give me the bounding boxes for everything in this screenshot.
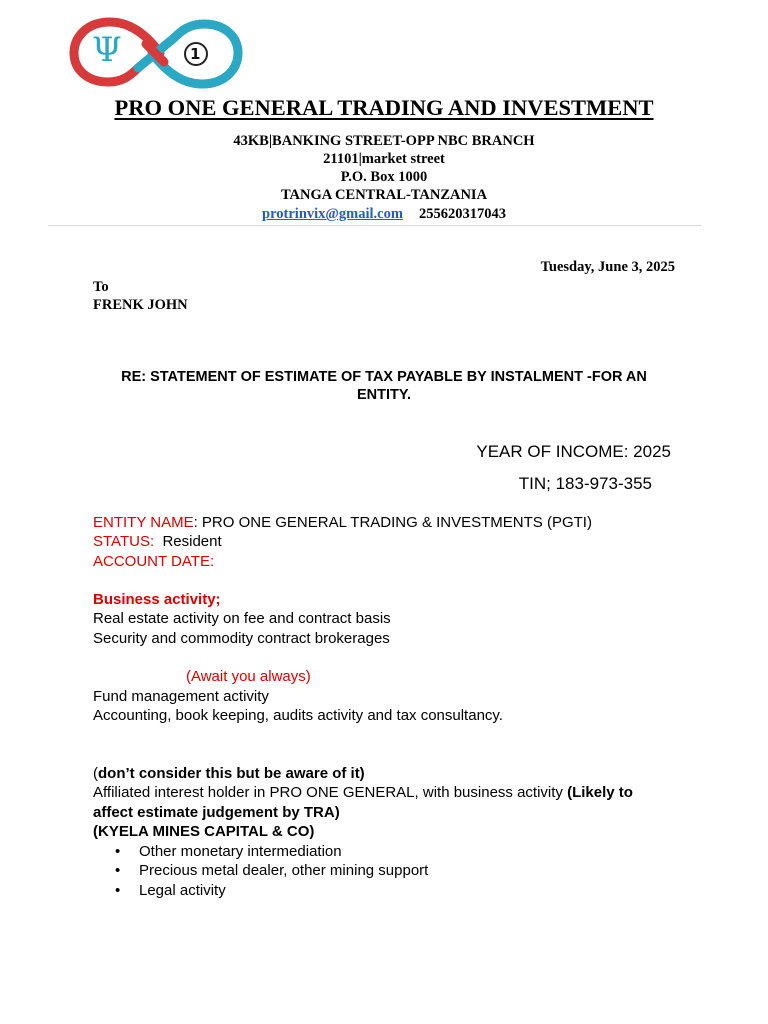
to-label: To bbox=[93, 279, 109, 295]
contact-line bbox=[0, 205, 768, 223]
year-of-income: YEAR OF INCOME: 2025 bbox=[476, 442, 671, 461]
list-item bbox=[93, 842, 428, 861]
activity-item: Accounting, book keeping, audits activity and tax consultancy. bbox=[93, 707, 503, 725]
bullet-icon: • bbox=[115, 862, 121, 880]
notice-heading-text: don’t consider this but be aware of it) bbox=[98, 765, 365, 782]
affiliate-activity-list bbox=[93, 842, 428, 900]
logo-badge-number: 1 bbox=[190, 45, 201, 63]
business-activity-section bbox=[93, 590, 391, 648]
bullet-icon: • bbox=[115, 843, 121, 860]
business-activity-heading: Business activity; bbox=[93, 591, 221, 608]
affiliate-name: (KYELA MINES CAPITAL & CO) bbox=[93, 822, 315, 840]
letter-date: Tuesday, June 3, 2025 bbox=[540, 259, 675, 275]
affiliated-plain: Affiliated interest holder in PRO ONE GENERAL, with business activity bbox=[93, 784, 568, 802]
status-row bbox=[93, 532, 592, 551]
affiliated-bold: (Likely to affect estimate judgement by TRA) bbox=[93, 784, 633, 821]
logo-glyph: Ψ bbox=[92, 30, 122, 70]
recipient-block bbox=[93, 278, 188, 314]
business-activity-continued bbox=[93, 687, 503, 726]
recipient-name: FRENK JOHN bbox=[93, 297, 188, 313]
status-value: Resident bbox=[154, 533, 222, 551]
list-item bbox=[93, 861, 428, 880]
activity-item: Security and commodity contract brokerages bbox=[93, 629, 390, 647]
list-item-text: Precious metal dealer, other mining support bbox=[139, 862, 429, 880]
address-line-4: TANGA CENTRAL-TANZANIA bbox=[280, 187, 488, 203]
affiliated-text bbox=[93, 783, 675, 822]
tin-number: TIN; 183-973-355 bbox=[518, 474, 652, 493]
notice-heading bbox=[93, 764, 675, 783]
address-line-3: P.O. Box 1000 bbox=[340, 169, 428, 185]
account-date-label: ACCOUNT DATE: bbox=[93, 552, 215, 570]
entity-name-label: ENTITY NAME bbox=[93, 514, 194, 531]
activity-item: Real estate activity on fee and contract basis bbox=[93, 610, 391, 628]
email-link[interactable]: protrinvix@gmail.com bbox=[262, 206, 403, 222]
company-logo bbox=[68, 14, 244, 92]
status-label: STATUS: bbox=[93, 533, 155, 551]
address-line-1: 43KB|BANKING STREET-OPP NBC BRANCH bbox=[233, 133, 535, 149]
entity-name-row bbox=[93, 513, 592, 532]
address-line-2: 21101|market street bbox=[323, 151, 445, 167]
activity-item: Fund management activity bbox=[93, 688, 269, 705]
subject-line: RE: STATEMENT OF ESTIMATE OF TAX PAYABLE BY INSTALMENT -FOR AN ENTITY. bbox=[121, 369, 647, 403]
entity-name-value: : PRO ONE GENERAL TRADING & INVESTMENTS (PGTI) bbox=[193, 514, 592, 531]
bullet-icon: • bbox=[115, 881, 121, 899]
list-item-text: Other monetary intermediation bbox=[139, 843, 342, 860]
entity-details bbox=[93, 513, 592, 571]
header-divider bbox=[48, 225, 702, 226]
company-name: PRO ONE GENERAL TRADING AND INVESTMENT bbox=[114, 95, 654, 120]
list-item bbox=[93, 881, 428, 900]
notice-open-paren: ( bbox=[93, 765, 98, 782]
list-item-text: Legal activity bbox=[139, 881, 226, 899]
phone-number: 255620317043 bbox=[418, 206, 506, 222]
notice-section bbox=[93, 764, 675, 841]
await-note: (Await you always) bbox=[186, 668, 311, 685]
